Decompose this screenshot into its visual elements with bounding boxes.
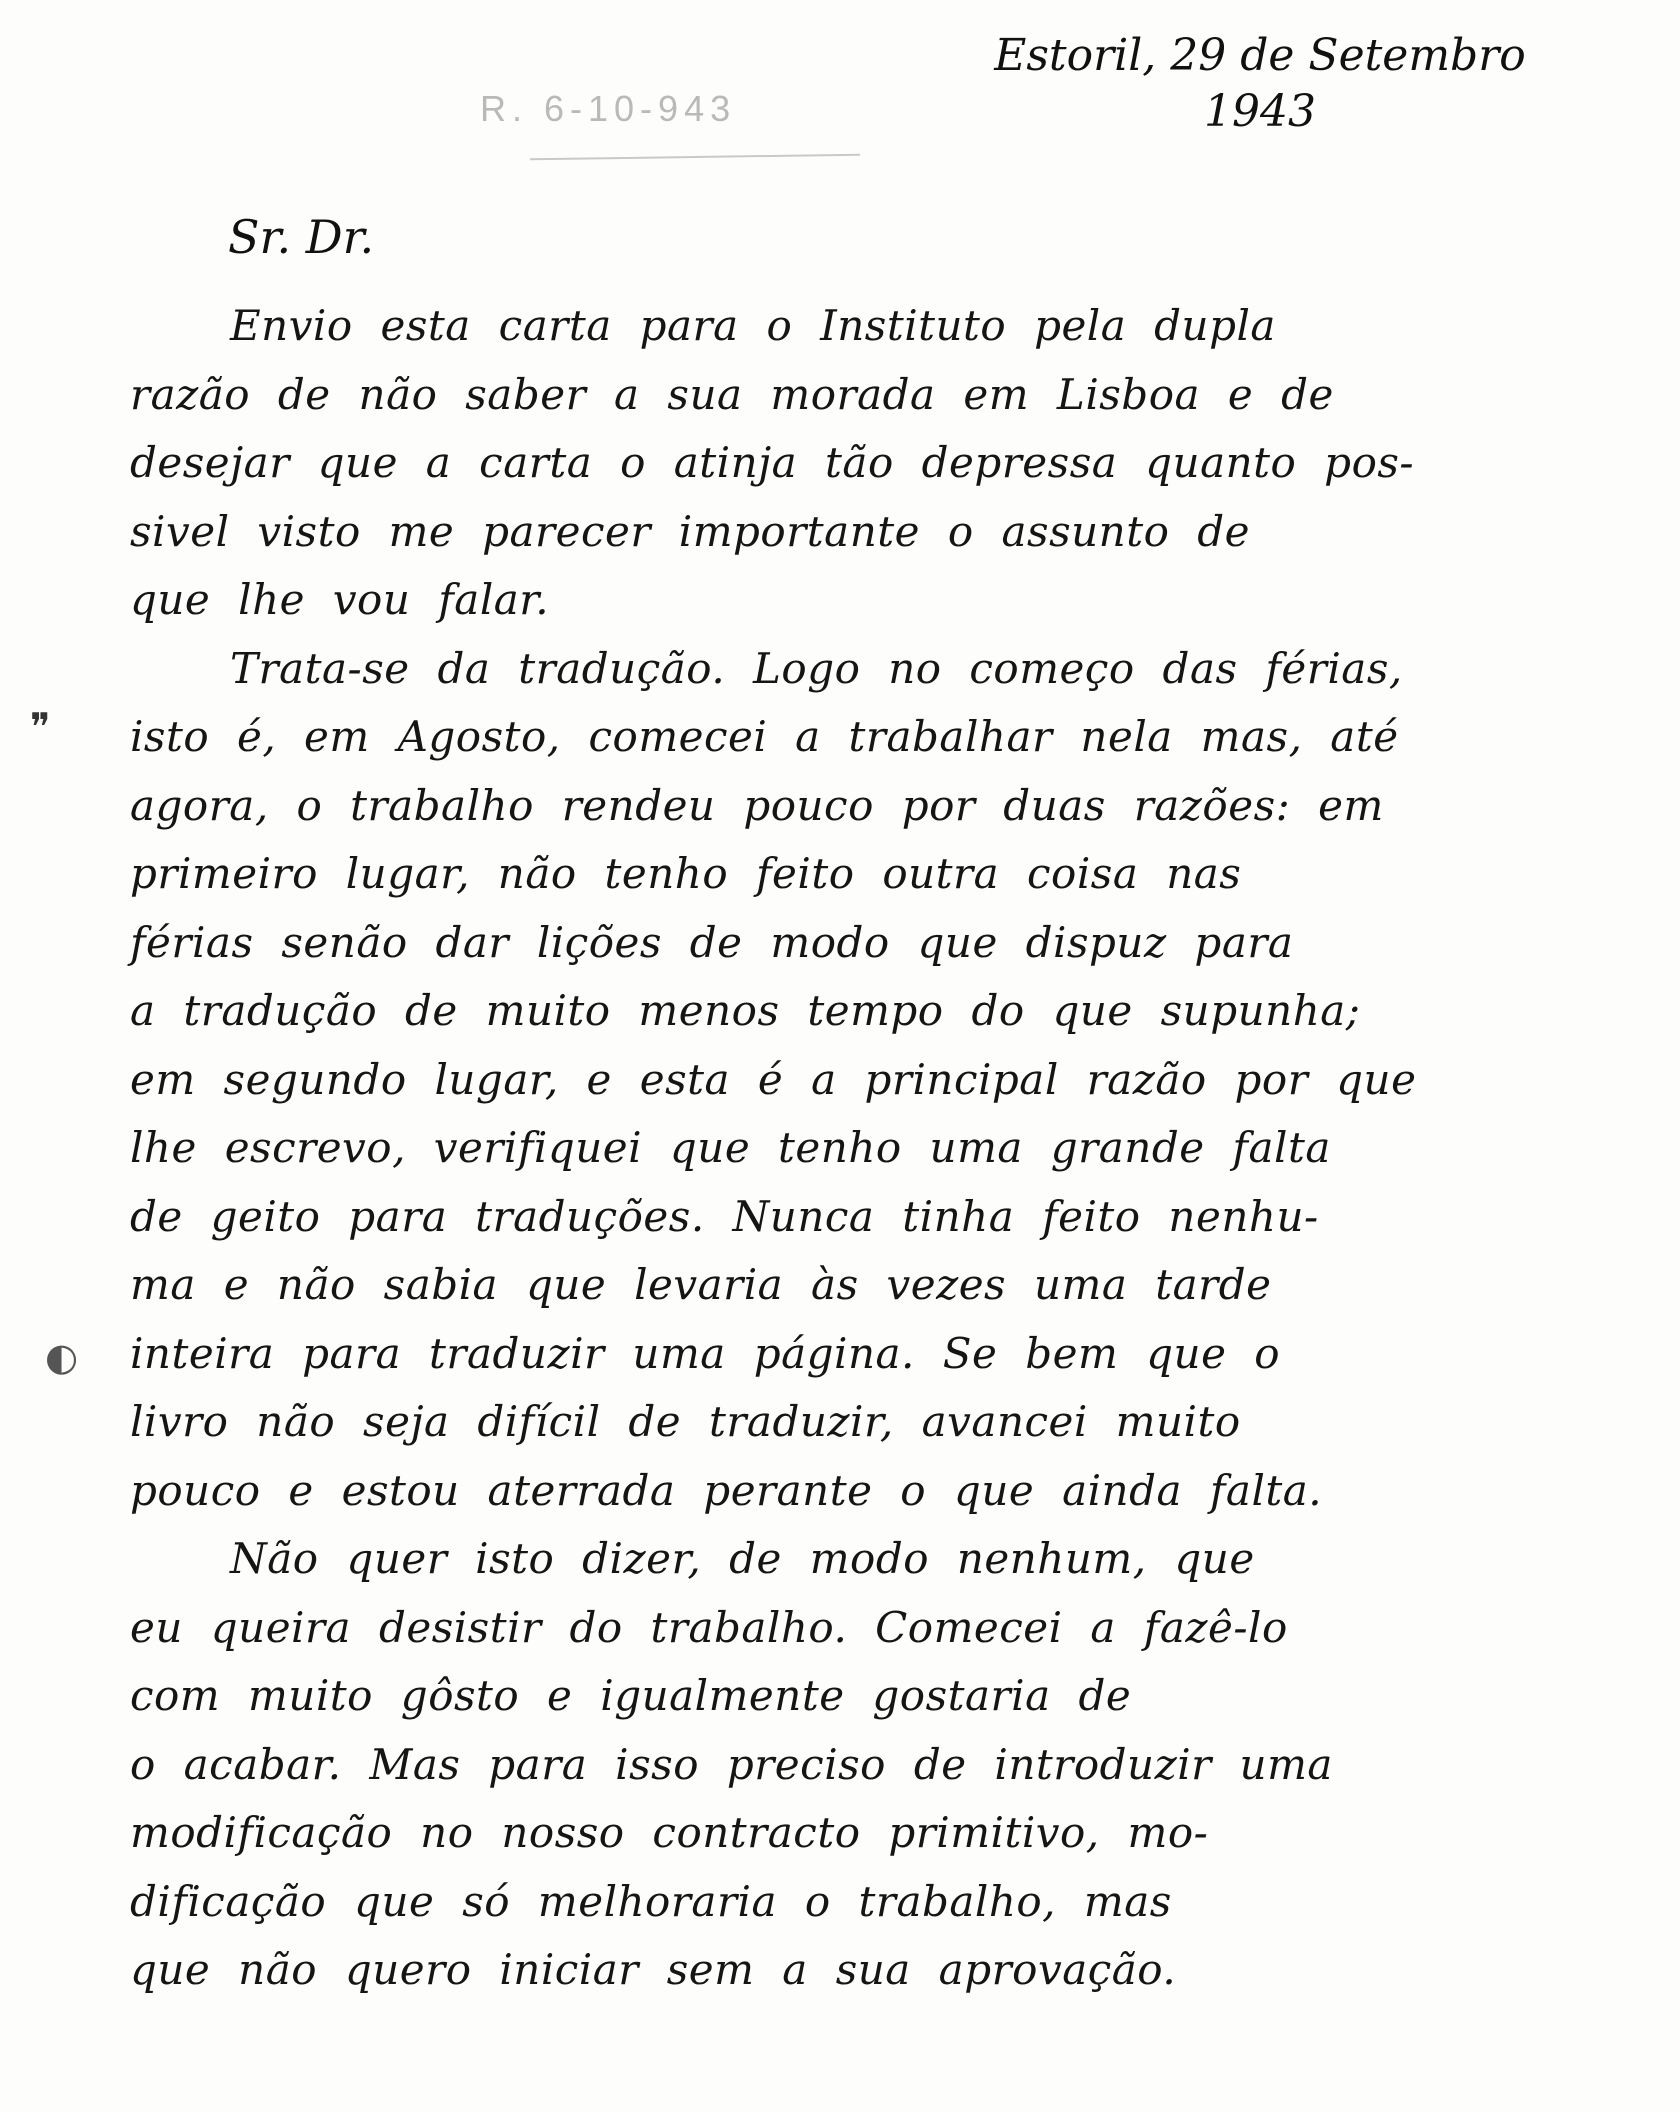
text-line: de geito para traduções. Nunca tinha feito nenhu- [130, 1191, 1319, 1241]
text-line: que não quero iniciar sem a sua aprovação. [130, 1945, 1177, 1994]
text-line: a tradução de muito menos tempo do que supunha; [130, 986, 1361, 1035]
text-line: que lhe vou falar. [130, 575, 550, 624]
text-line: em segundo lugar, e esta é a principal razão por que [130, 1054, 1417, 1104]
text-line: com muito gôsto e igualmente gostaria de [130, 1671, 1132, 1720]
received-stamp: R. 6-10-943 [480, 88, 737, 129]
text-line: Não quer isto dizer, de modo nenhum, que [230, 1534, 1255, 1583]
letter-body [130, 292, 1580, 2005]
text-line: Trata-se da tradução. Logo no começo das férias, [230, 643, 1403, 693]
salutation: Sr. Dr. [228, 210, 375, 264]
stamp-underline [530, 154, 860, 161]
text-line: ma e não sabia que levaria às vezes uma tarde [130, 1260, 1272, 1309]
text-line: o acabar. Mas para isso preciso de introduzir uma [130, 1739, 1333, 1789]
text-line: desejar que a carta o atinja tão depressa quanto pos- [130, 438, 1415, 487]
text-line: lhe escrevo, verifiquei que tenho uma grande falta [130, 1123, 1331, 1172]
text-line: inteira para traduzir uma página. Se bem que o [130, 1328, 1281, 1378]
text-line: Envio esta carta para o Instituto pela dupla [230, 301, 1276, 350]
text-line: razão de não saber a sua morada em Lisboa e de [130, 369, 1334, 419]
place-date: Estoril, 29 de Setembro [994, 30, 1526, 81]
text-line: livro não seja difícil de traduzir, avancei muito [130, 1397, 1241, 1446]
text-line: pouco e estou aterrada perante o que ainda falta. [130, 1465, 1323, 1515]
year: 1943 [1204, 86, 1316, 137]
text-line: primeiro lugar, não tenho feito outra coisa nas [130, 849, 1242, 898]
margin-mark-icon: ◐ [45, 1335, 79, 1379]
text-line: férias senão dar lições de modo que dispuz para [130, 917, 1294, 967]
text-line: dificação que só melhoraria o trabalho, mas [130, 1876, 1172, 1926]
text-line: isto é, em Agosto, comecei a trabalhar nela mas, até [130, 712, 1399, 761]
text-line: agora, o trabalho rendeu pouco por duas razões: em [130, 780, 1384, 830]
text-line: modificação no nosso contracto primitivo, mo- [130, 1808, 1209, 1857]
margin-mark-icon: ❞ [30, 705, 51, 749]
text-line: sivel visto me parecer importante o assunto de [130, 506, 1250, 556]
text-line: eu queira desistir do trabalho. Comecei a fazê-lo [130, 1602, 1288, 1652]
dateline [980, 28, 1540, 140]
